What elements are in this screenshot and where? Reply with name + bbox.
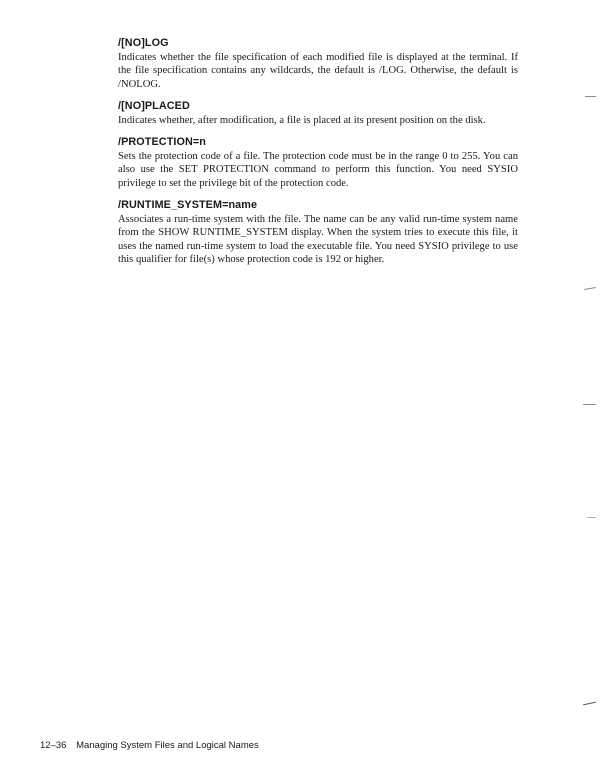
margin-mark	[583, 702, 596, 706]
page-number: 12–36	[40, 740, 67, 751]
page-footer	[40, 740, 259, 751]
margin-mark	[587, 517, 596, 518]
qualifier-entry-runtime-system	[118, 199, 518, 266]
qualifier-entry-log	[118, 37, 518, 91]
qualifier-description: Associates a run-time system with the file. The name can be any valid run-time system name from the SHOW RUNTIME_SYSTEM display. When the system tries to execute this file, it uses the named run-time system to load the executable file. You need SYSIO privilege to use this qualifier for file(s) whose protection code is 192 or higher.	[118, 214, 518, 265]
qualifier-entry-protection	[118, 136, 518, 190]
qualifier-name: /[NO]PLACED	[118, 99, 190, 112]
qualifier-name: /RUNTIME_SYSTEM=name	[118, 199, 258, 212]
qualifier-description: Indicates whether, after modification, a file is placed at its present position on the disk.	[118, 114, 486, 126]
margin-mark	[584, 287, 596, 290]
qualifier-entry-placed	[118, 100, 518, 127]
qualifier-name: /[NO]LOG	[118, 37, 169, 49]
page-content	[118, 37, 518, 275]
qualifier-description: Sets the protection code of a file. The protection code must be in the range 0 to 255. You can also use the SET PROTECTION command to perform this function. You need SYSIO privilege to set the privilege bit of the protection code.	[118, 151, 518, 189]
margin-mark	[585, 96, 596, 97]
qualifier-description: Indicates whether the file specification of each modified file is displayed at the terminal. If the file specification contains any wildcards, the default is /LOG. Otherwise, the default is /NOLOG.	[118, 52, 518, 90]
margin-mark	[583, 404, 596, 405]
qualifier-name: /PROTECTION=n	[118, 136, 206, 149]
chapter-title: Managing System Files and Logical Names	[76, 740, 259, 751]
